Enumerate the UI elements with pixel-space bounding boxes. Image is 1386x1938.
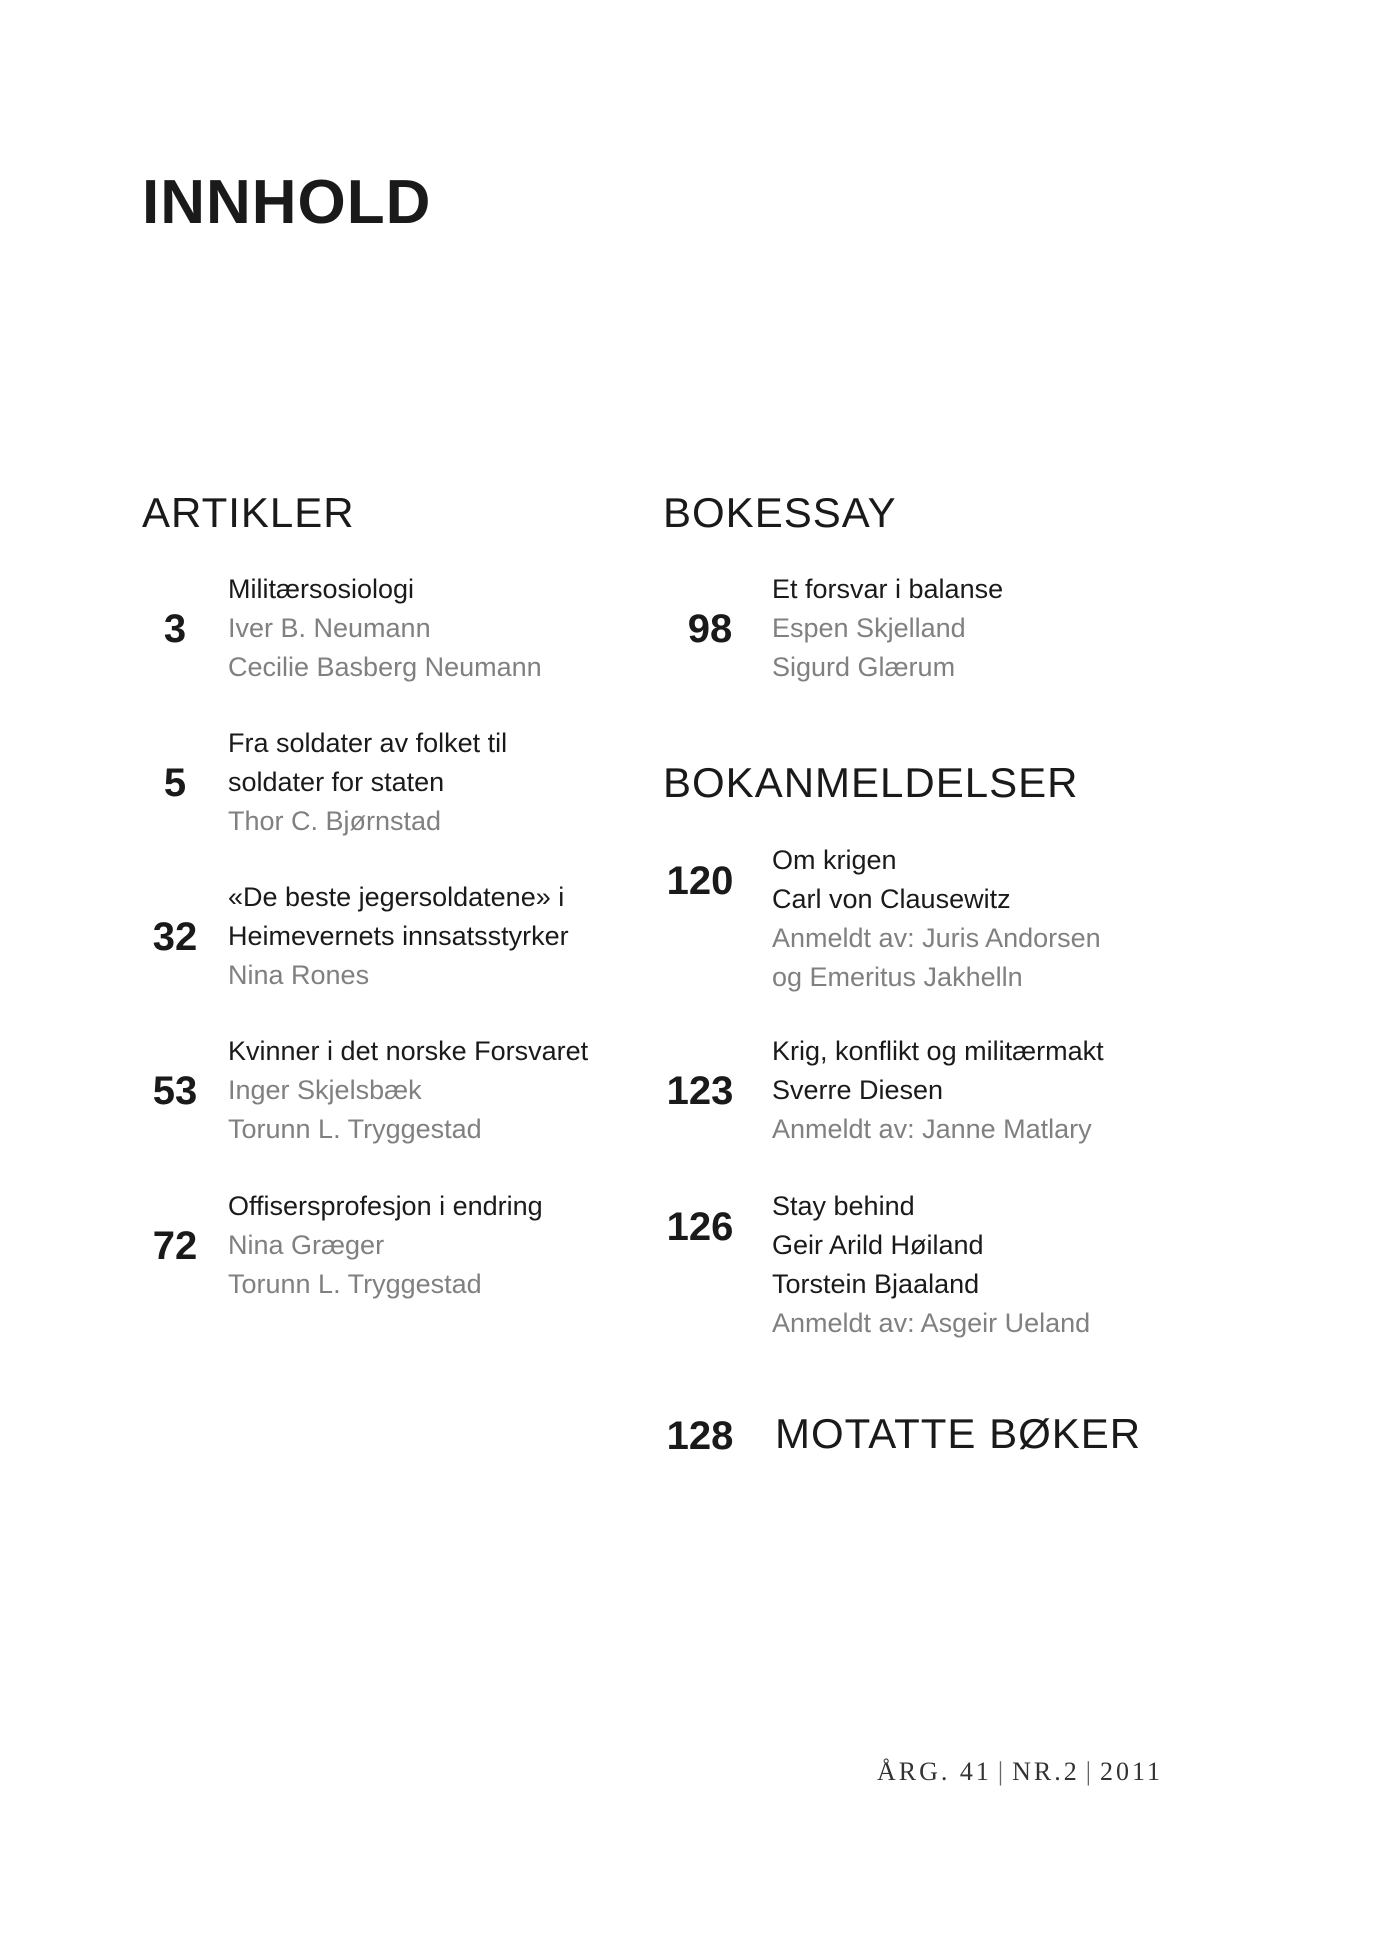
toc-page-number: 32 bbox=[152, 914, 198, 959]
toc-page-number: 5 bbox=[163, 760, 187, 805]
toc-entry-text bbox=[772, 1032, 1104, 1149]
toc-page-number: 126 bbox=[666, 1205, 734, 1249]
toc-entry-author: og Emeritus Jakhelln bbox=[772, 962, 1023, 992]
toc-entry-author: Anmeldt av: Juris Andorsen bbox=[772, 923, 1101, 953]
toc-entry-author: Torunn L. Tryggestad bbox=[228, 1114, 482, 1144]
toc-page-number: 98 bbox=[687, 606, 733, 651]
toc-entry-text bbox=[228, 1032, 588, 1149]
section-heading-bokanmeldelser: BOKANMELDELSER bbox=[663, 759, 1079, 806]
toc-entry-text bbox=[228, 878, 569, 995]
issue-number: NR.2 bbox=[1012, 1757, 1080, 1786]
toc-entry-author: Inger Skjelsbæk bbox=[228, 1075, 422, 1105]
toc-entry-title: Sverre Diesen bbox=[772, 1075, 944, 1105]
toc-entry-author: Cecilie Basberg Neumann bbox=[228, 652, 542, 682]
toc-entry-author: Torunn L. Tryggestad bbox=[228, 1269, 482, 1299]
toc-entry-title: Fra soldater av folket til bbox=[228, 728, 508, 758]
footer-separator: | bbox=[997, 1757, 1007, 1786]
page-title: INNHOLD bbox=[142, 168, 432, 237]
toc-entry-title: Offisersprofesjon i endring bbox=[228, 1191, 543, 1221]
toc-entry-title: Et forsvar i balanse bbox=[772, 574, 1004, 604]
section-heading-bokessay: BOKESSAY bbox=[663, 489, 897, 536]
toc-entry-text bbox=[228, 570, 542, 687]
toc-entry-text bbox=[772, 570, 1003, 687]
footer-separator: | bbox=[1085, 1757, 1094, 1786]
toc-entry-author: Espen Skjelland bbox=[772, 613, 966, 643]
section-heading-motatte-boker: MOTATTE BØKER bbox=[775, 1410, 1142, 1457]
toc-entry-title: soldater for staten bbox=[228, 767, 445, 797]
toc-page-number: 72 bbox=[152, 1223, 198, 1268]
toc-page-number: 123 bbox=[666, 1068, 734, 1113]
toc-entry-title: Militærsosiologi bbox=[228, 574, 415, 604]
toc-entry-author: Nina Rones bbox=[228, 960, 370, 990]
toc-entry-text bbox=[772, 1187, 1090, 1343]
toc-entry-author: Nina Græger bbox=[228, 1230, 385, 1260]
toc-page-number: 3 bbox=[163, 606, 187, 651]
toc-entry-title: Geir Arild Høiland bbox=[772, 1230, 984, 1260]
issue-info-footer bbox=[877, 1757, 1163, 1787]
section-heading-artikler: ARTIKLER bbox=[142, 489, 355, 536]
toc-entry-author: Anmeldt av: Janne Matlary bbox=[772, 1114, 1092, 1144]
toc-entry-title: Kvinner i det norske Forsvaret bbox=[228, 1036, 589, 1066]
volume-label: ÅRG. 41 bbox=[877, 1757, 992, 1786]
toc-page-number: 53 bbox=[152, 1068, 198, 1113]
issue-year: 2011 bbox=[1099, 1757, 1164, 1786]
toc-entry-title: Om krigen bbox=[772, 845, 897, 875]
toc-entry-title: Carl von Clausewitz bbox=[772, 884, 1011, 914]
toc-entry-title: Heimevernets innsatsstyrker bbox=[228, 921, 569, 951]
toc-entry-title: Torstein Bjaaland bbox=[772, 1269, 980, 1299]
toc-entry-title: «De beste jegersoldatene» i bbox=[228, 882, 565, 912]
toc-entry-text bbox=[228, 724, 507, 841]
toc-entry-author: Thor C. Bjørnstad bbox=[228, 806, 442, 836]
toc-page-number: 128 bbox=[666, 1414, 734, 1458]
toc-entry-title: Stay behind bbox=[772, 1191, 915, 1221]
toc-entry-text bbox=[228, 1187, 543, 1304]
toc-entry-author: Sigurd Glærum bbox=[772, 652, 956, 682]
toc-entry-author: Anmeldt av: Asgeir Ueland bbox=[772, 1308, 1091, 1338]
toc-entry-author: Iver B. Neumann bbox=[228, 613, 431, 643]
toc-entry-title: Krig, konflikt og militærmakt bbox=[772, 1036, 1104, 1066]
toc-entry-text bbox=[772, 841, 1101, 997]
toc-page-number: 120 bbox=[666, 859, 734, 903]
